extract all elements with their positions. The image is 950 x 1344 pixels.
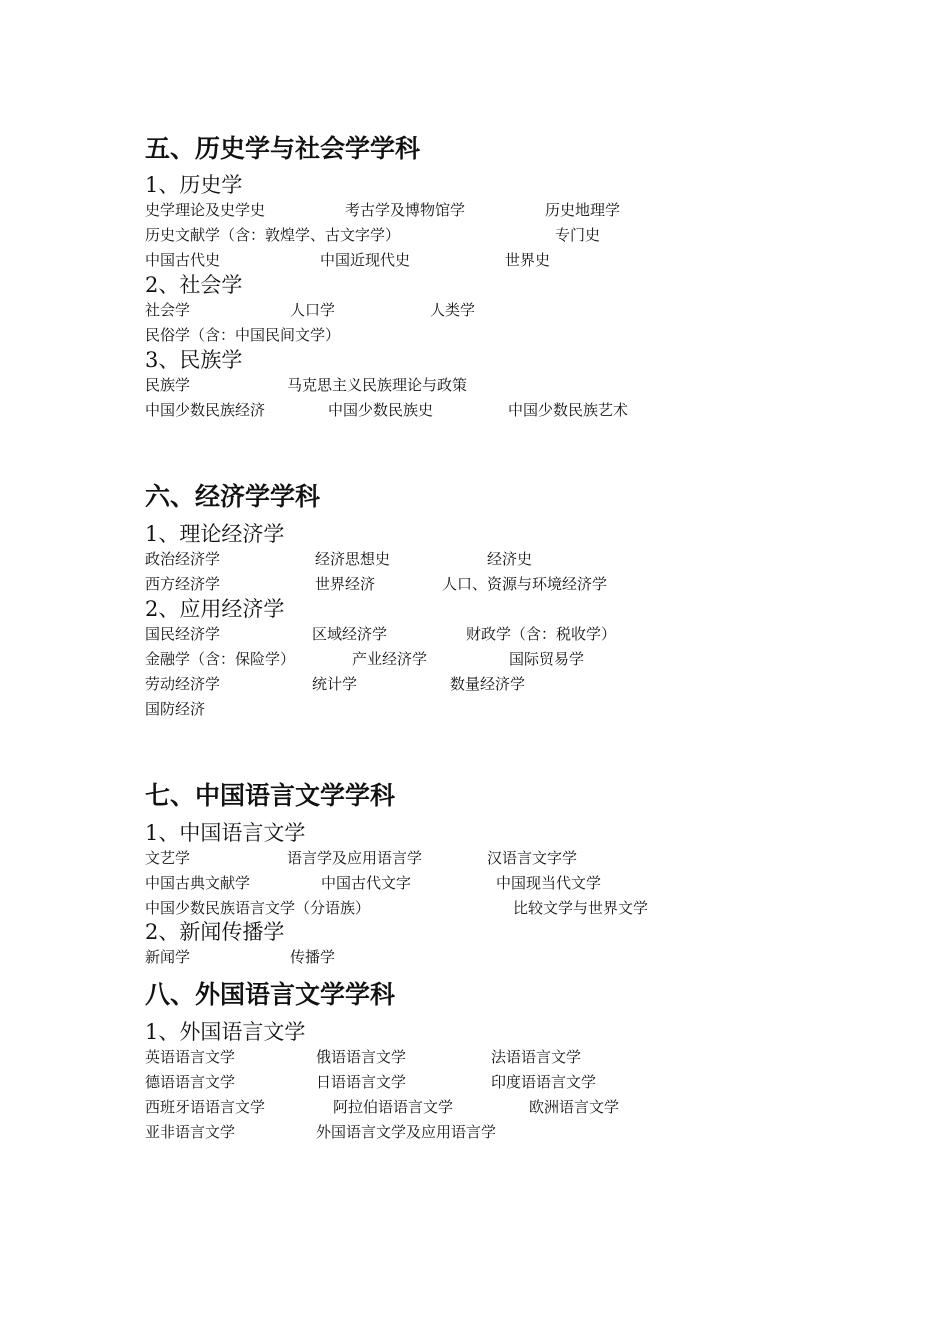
- discipline-row: [145, 946, 845, 968]
- discipline-row: [145, 847, 845, 869]
- subsection-title: 1、中国语言文学: [145, 821, 306, 845]
- discipline-row: [145, 673, 845, 695]
- discipline-item: 历史文献学（含：敦煌学、古文字学）: [145, 226, 401, 244]
- subsection-title: 2、应用经济学: [145, 597, 285, 621]
- discipline-item: 中国古代文字: [321, 874, 412, 892]
- discipline-item: 俄语语言文学: [316, 1048, 407, 1066]
- discipline-item: 马克思主义民族理论与政策: [287, 376, 468, 394]
- discipline-item: 人口、资源与环境经济学: [442, 575, 608, 593]
- discipline-item: 史学理论及史学史: [145, 201, 266, 219]
- discipline-item: 财政学（含：税收学）: [466, 625, 617, 643]
- discipline-row: [145, 299, 845, 321]
- discipline-row: [145, 872, 845, 894]
- section-title: 七、中国语言文学学科: [145, 781, 396, 810]
- discipline-item: 中国现当代文学: [496, 874, 602, 892]
- discipline-item: 西班牙语语言文学: [145, 1098, 266, 1116]
- discipline-item: 德语语言文学: [145, 1073, 236, 1091]
- discipline-item: 民俗学（含：中国民间文学）: [145, 326, 341, 344]
- discipline-item: 人类学: [430, 301, 476, 319]
- discipline-item: 产业经济学: [352, 650, 428, 668]
- discipline-item: 英语语言文学: [145, 1048, 236, 1066]
- discipline-item: 社会学: [145, 301, 191, 319]
- discipline-item: 中国古代史: [145, 251, 221, 269]
- subsection-title: 2、新闻传播学: [145, 920, 285, 944]
- discipline-item: 传播学: [290, 948, 336, 966]
- discipline-item: 历史地理学: [545, 201, 621, 219]
- discipline-item: 统计学: [312, 675, 358, 693]
- discipline-row: [145, 1096, 845, 1118]
- discipline-item: 专门史: [555, 226, 601, 244]
- discipline-item: 法语语言文学: [491, 1048, 582, 1066]
- discipline-item: 印度语语言文学: [491, 1073, 597, 1091]
- discipline-item: 世界史: [505, 251, 551, 269]
- discipline-row: [145, 324, 845, 346]
- discipline-row: [145, 623, 845, 645]
- discipline-item: 劳动经济学: [145, 675, 221, 693]
- discipline-item: 国民经济学: [145, 625, 221, 643]
- discipline-row: [145, 698, 845, 720]
- discipline-item: 亚非语言文学: [145, 1123, 236, 1141]
- discipline-item: 政治经济学: [145, 550, 221, 568]
- discipline-item: 中国少数民族语言文学（分语族）: [145, 899, 371, 917]
- discipline-row: [145, 648, 845, 670]
- discipline-item: 人口学: [290, 301, 336, 319]
- subsection-title: 2、社会学: [145, 273, 243, 297]
- discipline-row: [145, 1046, 845, 1068]
- discipline-item: 中国少数民族艺术: [508, 401, 629, 419]
- discipline-row: [145, 1071, 845, 1093]
- discipline-item: 数量经济学: [450, 675, 526, 693]
- discipline-row: [145, 1121, 845, 1143]
- discipline-row: [145, 399, 845, 421]
- subsection-title: 1、历史学: [145, 173, 243, 197]
- discipline-item: 国际贸易学: [509, 650, 585, 668]
- discipline-item: 国防经济: [145, 700, 206, 718]
- discipline-item: 欧洲语言文学: [529, 1098, 620, 1116]
- discipline-row: [145, 199, 845, 221]
- discipline-item: 民族学: [145, 376, 191, 394]
- discipline-item: 中国少数民族经济: [145, 401, 266, 419]
- discipline-item: 经济思想史: [315, 550, 391, 568]
- discipline-item: 日语语言文学: [316, 1073, 407, 1091]
- discipline-row: [145, 573, 845, 595]
- subsection-title: 1、外国语言文学: [145, 1020, 306, 1044]
- discipline-row: [145, 548, 845, 570]
- section-title: 六、经济学学科: [145, 482, 321, 511]
- discipline-item: 文艺学: [145, 849, 191, 867]
- discipline-item: 中国古典文献学: [145, 874, 251, 892]
- discipline-item: 阿拉伯语语言文学: [333, 1098, 454, 1116]
- discipline-item: 比较文学与世界文学: [513, 899, 649, 917]
- subsection-title: 1、理论经济学: [145, 522, 285, 546]
- discipline-item: 新闻学: [145, 948, 191, 966]
- discipline-item: 中国少数民族史: [328, 401, 434, 419]
- subsection-title: 3、民族学: [145, 348, 243, 372]
- discipline-item: 汉语言文字学: [487, 849, 578, 867]
- discipline-item: 外国语言文学及应用语言学: [316, 1123, 497, 1141]
- discipline-item: 中国近现代史: [320, 251, 411, 269]
- section-title: 五、历史学与社会学学科: [145, 134, 421, 163]
- discipline-row: [145, 249, 845, 271]
- discipline-item: 考古学及博物馆学: [345, 201, 466, 219]
- discipline-item: 区域经济学: [312, 625, 388, 643]
- discipline-row: [145, 224, 845, 246]
- discipline-item: 经济史: [487, 550, 533, 568]
- discipline-item: 语言学及应用语言学: [287, 849, 423, 867]
- discipline-item: 金融学（含：保险学）: [145, 650, 296, 668]
- discipline-row: [145, 897, 845, 919]
- discipline-row: [145, 374, 845, 396]
- section-title: 八、外国语言文学学科: [145, 980, 396, 1009]
- discipline-item: 西方经济学: [145, 575, 221, 593]
- discipline-item: 世界经济: [315, 575, 376, 593]
